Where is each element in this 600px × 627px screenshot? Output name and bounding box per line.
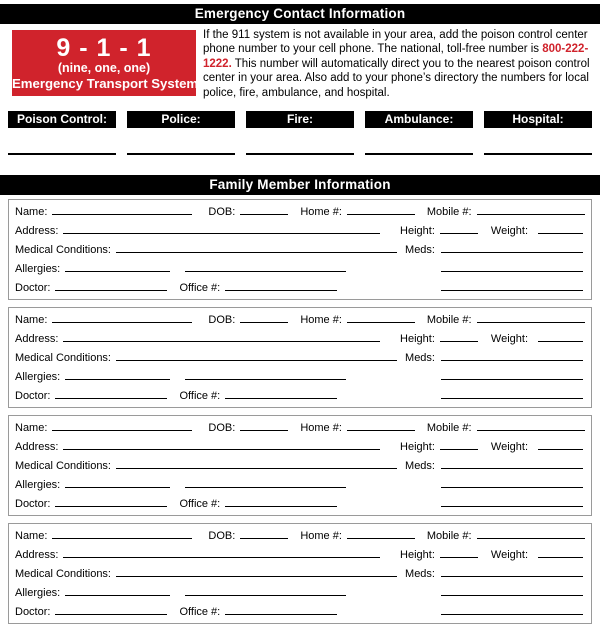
- meds-label: Meds:: [405, 352, 435, 365]
- medical-conditions-label: Medical Conditions:: [15, 352, 111, 365]
- address-fill-line[interactable]: [63, 439, 380, 450]
- height-fill-line[interactable]: [440, 547, 478, 558]
- name-fill-line[interactable]: [52, 204, 192, 215]
- mobile-phone-label: Mobile #:: [426, 206, 472, 219]
- office-phone-fill-line[interactable]: [225, 388, 337, 399]
- contact-label-hospital: Hospital:: [484, 111, 592, 128]
- allergies-fill-line[interactable]: [65, 369, 170, 380]
- address-fill-line[interactable]: [63, 331, 380, 342]
- medical-conditions-label: Medical Conditions:: [15, 244, 111, 257]
- weight-fill-line[interactable]: [538, 439, 583, 450]
- address-label: Address:: [15, 549, 59, 562]
- member-row-allergies: [15, 261, 585, 280]
- weight-label: Weight:: [490, 441, 528, 454]
- doctor-label: Doctor:: [15, 390, 51, 403]
- dob-label: DOB:: [208, 206, 236, 219]
- office-phone-fill-line[interactable]: [225, 280, 337, 291]
- medical-conditions-fill-line[interactable]: [116, 458, 397, 469]
- poison-control-phone-number: 800-222-1222.: [203, 43, 589, 70]
- police-fill-line[interactable]: [127, 153, 235, 155]
- doctor-fill-line[interactable]: [55, 280, 167, 291]
- name-label: Name:: [15, 422, 48, 435]
- mobile-phone-fill-line[interactable]: [477, 420, 585, 431]
- member-row-address: [15, 547, 585, 566]
- emergency-info-section: [12, 30, 592, 100]
- allergies-label: Allergies:: [15, 479, 61, 492]
- allergies-continuation-fill-line[interactable]: [185, 369, 346, 380]
- meds-label: Meds:: [405, 460, 435, 473]
- home-phone-label: Home #:: [300, 530, 342, 543]
- member-row-allergies: [15, 369, 585, 388]
- weight-label: Weight:: [490, 333, 528, 346]
- member-row-doctor: [15, 604, 585, 623]
- allergies-fill-line[interactable]: [65, 585, 170, 596]
- weight-fill-line[interactable]: [538, 223, 583, 234]
- meds-fill-line[interactable]: [441, 350, 583, 361]
- intro-text-segment: If the 911 system is not available in your area, add the poison control center phone number to your cell phone. The national, toll-free number is: [203, 29, 588, 56]
- dob-fill-line[interactable]: [240, 204, 288, 215]
- home-phone-fill-line[interactable]: [347, 312, 415, 323]
- mobile-phone-fill-line[interactable]: [477, 312, 585, 323]
- meds-fill-line[interactable]: [441, 566, 583, 577]
- emergency-number-phonetic: (nine, one, one): [57, 61, 151, 75]
- doctor-label: Doctor:: [15, 498, 51, 511]
- name-fill-line[interactable]: [52, 420, 192, 431]
- mobile-phone-label: Mobile #:: [426, 530, 472, 543]
- dob-fill-line[interactable]: [240, 420, 288, 431]
- meds-continuation-fill-line[interactable]: [441, 585, 583, 596]
- address-label: Address:: [15, 333, 59, 346]
- allergies-label: Allergies:: [15, 587, 61, 600]
- contact-label-ambulance: Ambulance:: [365, 111, 473, 128]
- intro-text-segment: This number will automatically direct you to the nearest poison control center in your area. Also add to your phone’s directory the numbers for local police, fire, ambulance, and hospital.: [203, 57, 590, 99]
- weight-label: Weight:: [490, 225, 528, 238]
- dob-fill-line[interactable]: [240, 312, 288, 323]
- member-row-address: [15, 439, 585, 458]
- member-row-doctor: [15, 388, 585, 407]
- address-fill-line[interactable]: [63, 223, 380, 234]
- doctor-fill-line[interactable]: [55, 388, 167, 399]
- doctor-label: Doctor:: [15, 606, 51, 619]
- meds-fill-line[interactable]: [441, 242, 583, 253]
- member-row-identity: [15, 312, 585, 331]
- doctor-fill-line[interactable]: [55, 496, 167, 507]
- meds-label: Meds:: [405, 568, 435, 581]
- address-fill-line[interactable]: [63, 547, 380, 558]
- height-label: Height:: [400, 225, 435, 238]
- ambulance-fill-line[interactable]: [365, 153, 473, 155]
- name-fill-line[interactable]: [52, 312, 192, 323]
- member-row-identity: [15, 528, 585, 547]
- home-phone-fill-line[interactable]: [347, 420, 415, 431]
- height-fill-line[interactable]: [440, 223, 478, 234]
- medical-conditions-label: Medical Conditions:: [15, 460, 111, 473]
- allergies-continuation-fill-line[interactable]: [185, 477, 346, 488]
- home-phone-fill-line[interactable]: [347, 528, 415, 539]
- height-fill-line[interactable]: [440, 439, 478, 450]
- dob-label: DOB:: [208, 530, 236, 543]
- member-row-doctor: [15, 496, 585, 515]
- hospital-fill-line[interactable]: [484, 153, 592, 155]
- member-row-identity: [15, 204, 585, 223]
- poison-control-fill-line[interactable]: [8, 153, 116, 155]
- weight-fill-line[interactable]: [538, 331, 583, 342]
- allergies-label: Allergies:: [15, 371, 61, 384]
- medical-conditions-fill-line[interactable]: [116, 566, 397, 577]
- page-title: Emergency Contact Information: [0, 4, 600, 24]
- intro-text: [203, 28, 592, 100]
- contact-label-poison-control: Poison Control:: [8, 111, 116, 128]
- member-row-doctor: [15, 280, 585, 299]
- mobile-phone-label: Mobile #:: [426, 422, 472, 435]
- allergies-label: Allergies:: [15, 263, 61, 276]
- name-label: Name:: [15, 314, 48, 327]
- mobile-phone-label: Mobile #:: [426, 314, 472, 327]
- family-member-card: [8, 523, 592, 624]
- office-phone-label: Office #:: [179, 498, 221, 511]
- member-row-address: [15, 223, 585, 242]
- office-phone-label: Office #:: [179, 282, 221, 295]
- contact-fill-lines-row: [8, 153, 592, 155]
- medical-conditions-label: Medical Conditions:: [15, 568, 111, 581]
- emergency-number: 9 - 1 - 1: [56, 34, 152, 62]
- height-label: Height:: [400, 549, 435, 562]
- meds-continuation-fill-line[interactable]: [441, 477, 583, 488]
- allergies-continuation-fill-line[interactable]: [185, 585, 346, 596]
- height-label: Height:: [400, 441, 435, 454]
- height-label: Height:: [400, 333, 435, 346]
- meds-continuation-fill-line[interactable]: [441, 280, 583, 291]
- meds-continuation-fill-line[interactable]: [441, 369, 583, 380]
- doctor-label: Doctor:: [15, 282, 51, 295]
- office-phone-fill-line[interactable]: [225, 496, 337, 507]
- mobile-phone-fill-line[interactable]: [477, 528, 585, 539]
- meds-continuation-fill-line[interactable]: [441, 388, 583, 399]
- office-phone-label: Office #:: [179, 390, 221, 403]
- member-row-medical: [15, 242, 585, 261]
- office-phone-fill-line[interactable]: [225, 604, 337, 615]
- mobile-phone-fill-line[interactable]: [477, 204, 585, 215]
- weight-label: Weight:: [490, 549, 528, 562]
- meds-continuation-fill-line[interactable]: [441, 496, 583, 507]
- doctor-fill-line[interactable]: [55, 604, 167, 615]
- allergies-continuation-fill-line[interactable]: [185, 261, 346, 272]
- meds-continuation-fill-line[interactable]: [441, 261, 583, 272]
- family-member-card: [8, 415, 592, 516]
- name-label: Name:: [15, 206, 48, 219]
- family-section-title: Family Member Information: [0, 175, 600, 195]
- member-row-medical: [15, 458, 585, 477]
- family-member-card: [8, 307, 592, 408]
- office-phone-label: Office #:: [179, 606, 221, 619]
- dob-label: DOB:: [208, 422, 236, 435]
- name-fill-line[interactable]: [52, 528, 192, 539]
- member-row-identity: [15, 420, 585, 439]
- medical-conditions-fill-line[interactable]: [116, 242, 397, 253]
- contact-label-police: Police:: [127, 111, 235, 128]
- dob-label: DOB:: [208, 314, 236, 327]
- home-phone-fill-line[interactable]: [347, 204, 415, 215]
- member-row-allergies: [15, 477, 585, 496]
- name-label: Name:: [15, 530, 48, 543]
- address-label: Address:: [15, 441, 59, 454]
- member-row-address: [15, 331, 585, 350]
- family-member-card: [8, 199, 592, 300]
- emergency-911-box: [12, 30, 199, 96]
- member-row-medical: [15, 566, 585, 585]
- member-row-allergies: [15, 585, 585, 604]
- member-row-medical: [15, 350, 585, 369]
- dob-fill-line[interactable]: [240, 528, 288, 539]
- home-phone-label: Home #:: [300, 206, 342, 219]
- address-label: Address:: [15, 225, 59, 238]
- fire-fill-line[interactable]: [246, 153, 354, 155]
- family-members-list: [8, 199, 592, 624]
- height-fill-line[interactable]: [440, 331, 478, 342]
- medical-conditions-fill-line[interactable]: [116, 350, 397, 361]
- meds-label: Meds:: [405, 244, 435, 257]
- emergency-transport-caption: Emergency Transport System: [12, 76, 199, 91]
- meds-fill-line[interactable]: [441, 458, 583, 469]
- weight-fill-line[interactable]: [538, 547, 583, 558]
- home-phone-label: Home #:: [300, 422, 342, 435]
- contact-label-fire: Fire:: [246, 111, 354, 128]
- allergies-fill-line[interactable]: [65, 261, 170, 272]
- home-phone-label: Home #:: [300, 314, 342, 327]
- allergies-fill-line[interactable]: [65, 477, 170, 488]
- meds-continuation-fill-line[interactable]: [441, 604, 583, 615]
- contact-labels-row: [8, 111, 592, 128]
